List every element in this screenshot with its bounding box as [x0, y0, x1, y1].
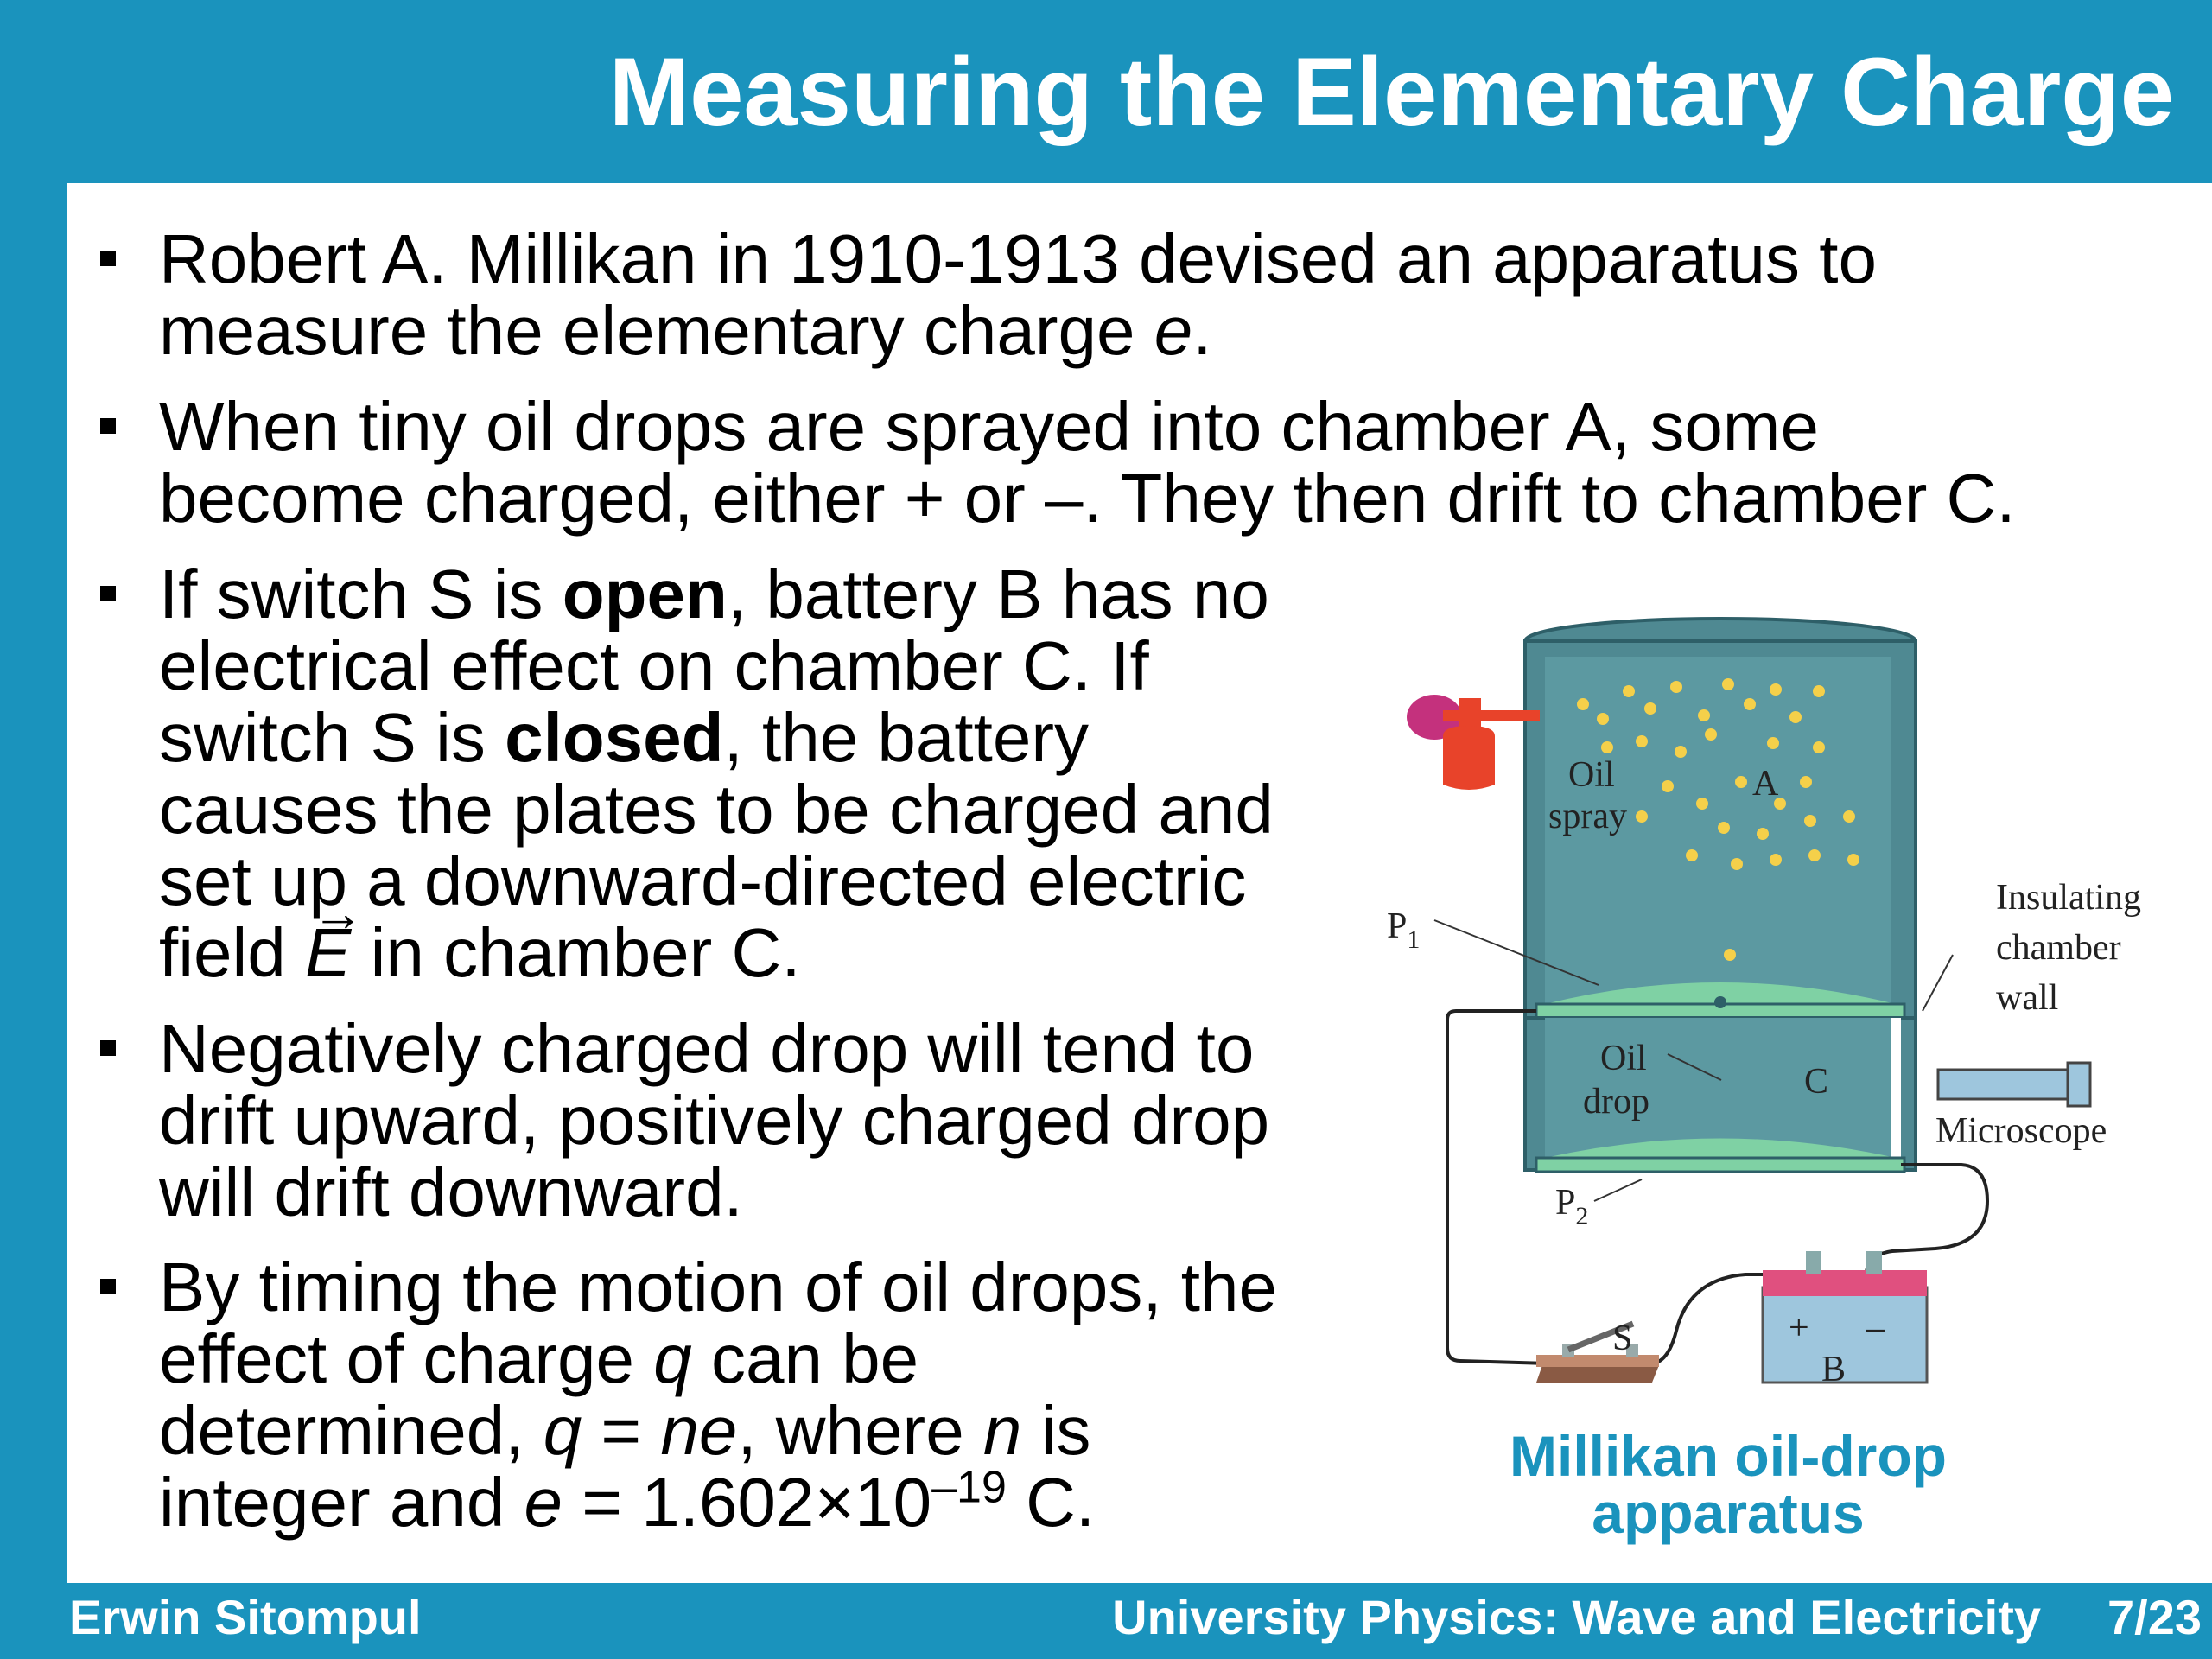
text-run: =	[582, 1392, 661, 1469]
battery-top	[1763, 1270, 1927, 1296]
battery-terminal-positive	[1806, 1251, 1821, 1274]
oil-drop	[1847, 854, 1859, 866]
bullet-text-line: electrical effect on chamber C. If	[159, 627, 1149, 704]
sprayer-bottle	[1443, 726, 1495, 790]
oil-drop	[1808, 849, 1821, 861]
oil-drop	[1636, 810, 1648, 823]
footer-course: University Physics: Wave and Electricity	[1112, 1590, 2041, 1644]
leader-p2	[1594, 1179, 1642, 1201]
oil-drop	[1636, 735, 1648, 747]
punctuation: .	[1192, 292, 1212, 369]
label-p1-subscript: 1	[1407, 925, 1421, 954]
bullet-marker	[100, 251, 116, 266]
text-run: , battery B has no	[727, 556, 1269, 632]
label-battery-plus: +	[1789, 1308, 1809, 1348]
apparatus-diagram	[1382, 605, 2212, 1452]
oil-drop	[1813, 741, 1825, 753]
oil-drop	[1800, 776, 1812, 788]
oil-drop	[1601, 741, 1613, 753]
oil-drop	[1597, 713, 1609, 725]
oil-drop	[1731, 858, 1743, 870]
label-insulating: Insulating	[1996, 878, 2141, 918]
slide-title: Measuring the Elementary Charge	[608, 38, 2174, 146]
oil-drop	[1744, 698, 1756, 710]
symbol-n: n	[982, 1392, 1022, 1469]
symbol-ne: ne	[660, 1392, 738, 1469]
millikan-apparatus-figure	[1382, 605, 2212, 1452]
text-run: switch S is	[159, 699, 505, 776]
caption-line: Millikan oil-drop	[1510, 1424, 1947, 1488]
label-wall: wall	[1996, 978, 2059, 1018]
oil-drop	[1722, 678, 1734, 690]
oil-drop	[1735, 776, 1747, 788]
text-run: is	[1021, 1392, 1091, 1469]
oil-drop	[1718, 822, 1730, 834]
symbol-q: q	[543, 1392, 582, 1469]
bullet-marker	[100, 1040, 116, 1056]
oil-drop	[1789, 711, 1802, 723]
caption-line: apparatus	[1592, 1481, 1865, 1545]
oil-drop	[1813, 685, 1825, 697]
bullet-text-line: measure the elementary charge	[159, 292, 1154, 369]
plate-hole	[1714, 996, 1726, 1008]
bullet-text-line: become charged, either + or –. They then drift to chamber C.	[159, 460, 2016, 537]
bullet-text-line: When tiny oil drops are sprayed into chamber A, some	[159, 388, 1819, 465]
text-run: in chamber C.	[351, 914, 801, 991]
bullet-marker	[100, 1279, 116, 1294]
oil-drop	[1644, 702, 1656, 715]
bullet-marker	[100, 586, 116, 601]
oil-drop	[1698, 709, 1710, 721]
symbol-e: e	[1154, 292, 1193, 369]
exponent: –19	[931, 1462, 1007, 1513]
oil-drop	[1770, 854, 1782, 866]
label-oil-drop-oil: Oil	[1600, 1039, 1647, 1078]
symbol-e: e	[524, 1464, 563, 1541]
label-chamber: chamber	[1996, 928, 2121, 968]
bullet-text-line: Robert A. Millikan in 1910-1913 devised an apparatus to	[159, 220, 1877, 297]
oil-drop	[1577, 698, 1589, 710]
bullet-text-line: Negatively charged drop will tend to	[159, 1010, 1255, 1087]
bullet-text-line: causes the plates to be charged and	[159, 771, 1274, 848]
vector-e-symbol: → E	[305, 917, 351, 988]
text-run: integer and	[159, 1464, 524, 1541]
insulating-wall-strip	[1891, 1018, 1901, 1170]
text-run: , where	[737, 1392, 983, 1469]
oil-drop	[1757, 828, 1769, 840]
bullet-text-line: will drift downward.	[159, 1154, 743, 1230]
battery-terminal-negative	[1866, 1251, 1882, 1274]
text-run: , the battery	[723, 699, 1089, 776]
microscope-eyepiece	[2068, 1063, 2090, 1106]
label-battery-b: B	[1821, 1350, 1847, 1389]
label-chamber-a: A	[1752, 764, 1779, 804]
text-bold-closed: closed	[505, 699, 724, 776]
plate-p2	[1536, 1158, 1904, 1172]
oil-drop	[1696, 798, 1708, 810]
symbol-q: q	[653, 1320, 692, 1397]
label-p2-letter: P	[1555, 1183, 1576, 1223]
oil-drop	[1662, 780, 1674, 792]
oil-drop	[1770, 683, 1782, 696]
switch-top	[1536, 1355, 1659, 1367]
text-bold-open: open	[562, 556, 728, 632]
label-spray: spray	[1548, 797, 1627, 836]
text-run: field	[159, 914, 305, 991]
oil-drop	[1705, 728, 1717, 741]
label-oil: Oil	[1568, 755, 1615, 795]
label-p1-letter: P	[1387, 906, 1408, 946]
text-run: C.	[1006, 1464, 1096, 1541]
figure-caption	[1434, 1424, 2022, 1545]
footer-author: Erwin Sitompul	[69, 1590, 422, 1644]
label-p1	[1387, 906, 1420, 954]
label-chamber-c: C	[1804, 1062, 1829, 1102]
label-switch-s: S	[1612, 1319, 1633, 1358]
bullet-text-line: set up a downward-directed electric	[159, 842, 1247, 919]
oil-drop	[1804, 815, 1816, 827]
oil-drop	[1724, 949, 1736, 961]
footer-page-number: 7/23	[2107, 1590, 2202, 1644]
label-p2	[1555, 1183, 1588, 1230]
sprayer-tube	[1443, 710, 1540, 721]
leader-insulating-wall	[1923, 955, 1953, 1011]
wire-middle	[1649, 1274, 1771, 1363]
oil-drop	[1767, 737, 1779, 749]
text-run: effect of charge	[159, 1320, 654, 1397]
label-oil-drop-drop: drop	[1583, 1082, 1649, 1122]
text-run: = 1.602×10	[563, 1464, 932, 1541]
label-microscope: Microscope	[1936, 1111, 2107, 1151]
text-run: determined,	[159, 1392, 543, 1469]
label-p2-subscript: 2	[1575, 1202, 1589, 1230]
bullet-text-line: drift upward, positively charged drop	[159, 1082, 1270, 1159]
oil-drop	[1623, 685, 1635, 697]
label-battery-minus: –	[1866, 1308, 1885, 1348]
switch-base	[1536, 1365, 1659, 1382]
oil-drop	[1843, 810, 1855, 823]
bullet-text-line: By timing the motion of oil drops, the	[159, 1249, 1277, 1325]
oil-drop	[1670, 681, 1682, 693]
oil-drop	[1675, 746, 1687, 758]
bullet-marker	[100, 418, 116, 434]
wire-right	[1866, 1165, 1987, 1274]
microscope-body	[1938, 1070, 2068, 1099]
oil-drop	[1686, 849, 1698, 861]
text-run: If switch S is	[159, 556, 563, 632]
text-run: can be	[691, 1320, 919, 1397]
